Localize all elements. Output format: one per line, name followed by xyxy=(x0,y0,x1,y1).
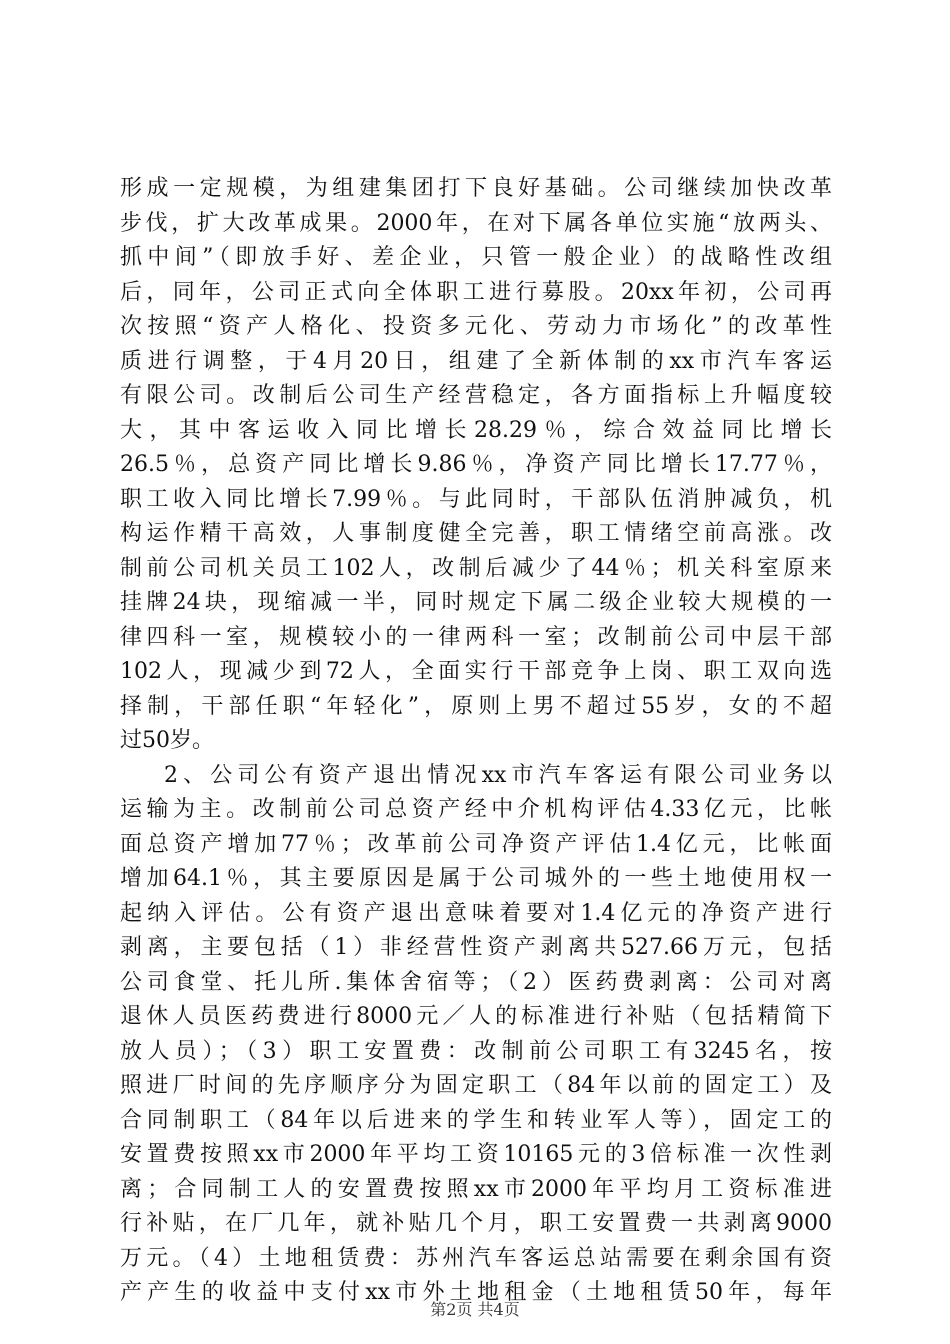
text-line-25: 退休人员医药费进行8000元／人的标准进行补贴（包括精简下 xyxy=(120,1004,832,1029)
text-line-24: 公司食堂、托儿所.集体舍宿等；（2）医药费剥离：公司对离 xyxy=(120,969,832,995)
text-line-13: 挂牌24块，现缩减一半，同时规定下属二级企业较大规模的一 xyxy=(120,590,832,615)
text-line-6: 质进行调整，于4月20日，组建了全新体制的xx市汽车客运 xyxy=(120,348,832,374)
text-line-19: 运输为主。改制前公司总资产经中介机构评估4.33亿元，比帐 xyxy=(120,797,832,822)
text-line-4: 后，同年，公司正式向全体职工进行募股。20xx年初，公司再 xyxy=(120,279,832,305)
paragraph-start-line: 2、公司公有资产退出情况xx市汽车客运有限公司业务以 xyxy=(164,762,832,788)
text-line-9: 26.5％，总资产同比增长9.86％，净资产同比增长17.77％， xyxy=(120,452,832,477)
text-line-8: 大，其中客运收入同比增长28.29％，综合效益同比增长 xyxy=(120,417,832,443)
text-line-31: 行补贴，在厂几年，就补贴几个月，职工安置费一共剥离9000 xyxy=(120,1211,832,1236)
text-line-32: 万元。（4）土地租赁费：苏州汽车客运总站需要在剩余国有资 xyxy=(120,1245,832,1271)
text-line-26: 放人员）；（3）职工安置费：改制前公司职工有3245名，按 xyxy=(120,1038,832,1064)
text-line-28: 合同制职工（84年以后进来的学生和转业军人等），固定工的 xyxy=(120,1107,832,1133)
text-line-2: 步伐，扩大改革成果。2000年，在对下属各单位实施“放两头、 xyxy=(120,210,832,236)
document-body xyxy=(120,172,832,1311)
text-line-22: 起纳入评估。公有资产退出意味着要对1.4亿元的净资产进行 xyxy=(120,900,832,926)
text-line-15: 102人，现减少到72人，全面实行干部竞争上岗、职工双向选 xyxy=(120,659,832,684)
text-line-20: 面总资产增加77％；改革前公司净资产评估1.4亿元，比帐面 xyxy=(120,831,832,857)
text-line-23: 剥离，主要包括（1）非经营性资产剥离共527.66万元，包括 xyxy=(120,935,832,960)
text-line-5: 次按照“资产人格化、投资多元化、劳动力市场化”的改革性 xyxy=(120,314,832,339)
text-line-33: 产产生的收益中支付xx市外土地租金（土地租赁50年，每年 xyxy=(120,1280,832,1305)
text-line-11: 构运作精干高效，人事制度健全完善，职工情绪空前高涨。改 xyxy=(120,521,832,546)
text-line-14: 律四科一室，规模较小的一律两科一室；改制前公司中层干部 xyxy=(120,624,832,650)
paragraph-end-line: 过50岁。 xyxy=(120,728,214,753)
text-line-3: 抓中间”（即放手好、差企业，只管一般企业）的战略性改组 xyxy=(120,245,832,270)
text-line-29: 安置费按照xx市2000年平均工资10165元的3倍标准一次性剥 xyxy=(120,1142,832,1167)
text-line-10: 职工收入同比增长7.99％。与此同时，干部队伍消肿减负，机 xyxy=(120,486,832,512)
page-number-footer: 第2页 共4页 xyxy=(430,1300,520,1319)
text-line-16: 择制，干部任职“年轻化”，原则上男不超过55岁，女的不超 xyxy=(120,693,832,719)
text-line-7: 有限公司。改制后公司生产经营稳定，各方面指标上升幅度较 xyxy=(120,383,832,408)
text-line-27: 照进厂时间的先序顺序分为固定职工（84年以前的固定工）及 xyxy=(120,1073,832,1098)
text-line-30: 离；合同制工人的安置费按照xx市2000年平均月工资标准进 xyxy=(120,1176,832,1202)
text-line-21: 增加64.1％，其主要原因是属于公司城外的一些土地使用权一 xyxy=(120,866,832,891)
text-line-1: 形成一定规模，为组建集团打下良好基础。公司继续加快改革 xyxy=(120,176,832,201)
text-line-12: 制前公司机关员工102人，改制后减少了44％；机关科室原来 xyxy=(120,555,832,581)
